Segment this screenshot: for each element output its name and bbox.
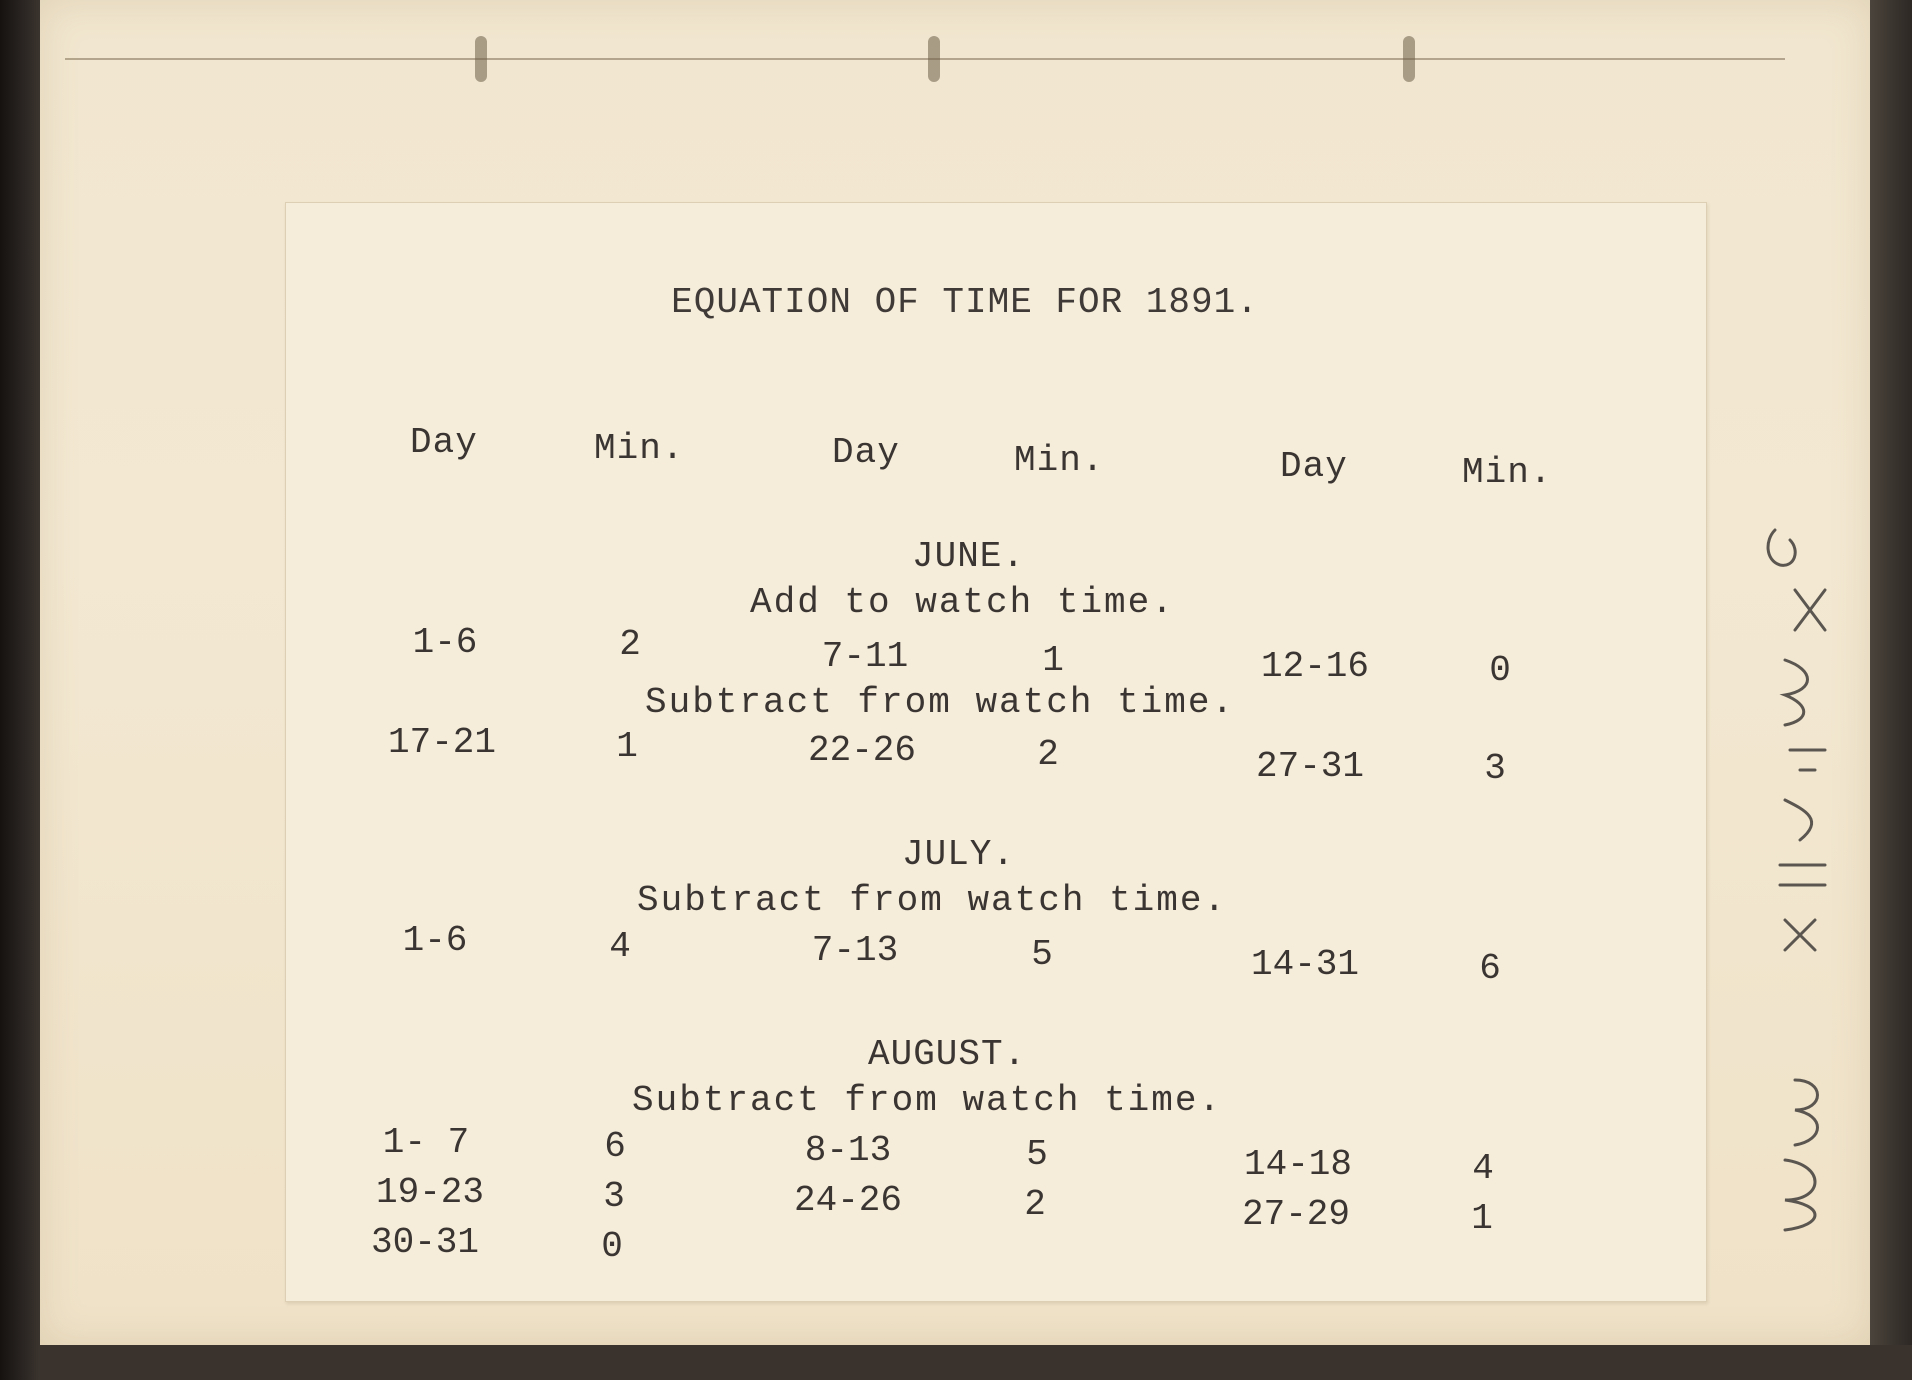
table-cell: 24-26 <box>793 1180 903 1221</box>
table-cell: 12-16 <box>1260 646 1370 687</box>
table-cell: 3 <box>603 1176 625 1217</box>
stitch-hole <box>928 36 940 82</box>
header-day-2: Day <box>832 432 900 473</box>
june-add-label: Add to watch time. <box>750 582 1175 623</box>
binding-thread <box>65 58 1785 60</box>
table-cell: 4 <box>609 926 631 967</box>
table-cell: 3 <box>1484 748 1506 789</box>
table-cell: 2 <box>619 624 641 665</box>
table-cell: 14-18 <box>1243 1144 1353 1185</box>
table-cell: 1 <box>1471 1198 1493 1239</box>
document-title: EQUATION OF TIME FOR 1891. <box>671 282 1259 323</box>
table-cell: 19-23 <box>375 1172 485 1213</box>
header-min-3: Min. <box>1462 452 1553 493</box>
august-subtract-label: Subtract from watch time. <box>632 1080 1223 1121</box>
july-subtract-label: Subtract from watch time. <box>637 880 1228 921</box>
table-cell: 6 <box>604 1126 626 1167</box>
stitch-hole <box>1403 36 1415 82</box>
header-day-3: Day <box>1280 446 1348 487</box>
table-cell: 8-13 <box>804 1130 892 1171</box>
table-cell: 27-31 <box>1255 746 1365 787</box>
table-cell: 0 <box>601 1226 623 1267</box>
table-cell: 2 <box>1037 734 1059 775</box>
table-cell: 4 <box>1472 1148 1494 1189</box>
month-july: JULY. <box>902 834 1016 875</box>
header-day-1: Day <box>410 422 478 463</box>
june-subtract-label: Subtract from watch time. <box>645 682 1236 723</box>
header-min-2: Min. <box>1014 440 1105 481</box>
header-min-1: Min. <box>594 428 685 469</box>
month-june: JUNE. <box>912 536 1026 577</box>
table-cell: 1- 7 <box>382 1122 470 1163</box>
table-cell: 0 <box>1489 650 1511 691</box>
notebook-spine <box>0 0 40 1380</box>
handwritten-annotation <box>1755 520 1845 1240</box>
table-cell: 5 <box>1026 1134 1048 1175</box>
table-cell: 7-13 <box>811 930 899 971</box>
table-cell: 1-6 <box>412 622 478 663</box>
notebook-right-edge <box>1870 0 1912 1380</box>
table-cell: 1-6 <box>402 920 468 961</box>
table-cell: 6 <box>1479 948 1501 989</box>
stitch-hole <box>475 36 487 82</box>
table-cell: 1 <box>1042 640 1064 681</box>
table-cell: 22-26 <box>807 730 917 771</box>
table-cell: 14-31 <box>1250 944 1360 985</box>
table-cell: 1 <box>616 726 638 767</box>
notebook-bottom-edge <box>40 1345 1912 1380</box>
table-cell: 30-31 <box>370 1222 480 1263</box>
table-cell: 7-11 <box>821 636 909 677</box>
table-cell: 5 <box>1031 934 1053 975</box>
table-cell: 17-21 <box>387 722 497 763</box>
table-cell: 2 <box>1024 1184 1046 1225</box>
table-cell: 27-29 <box>1241 1194 1351 1235</box>
month-august: AUGUST. <box>868 1034 1027 1075</box>
